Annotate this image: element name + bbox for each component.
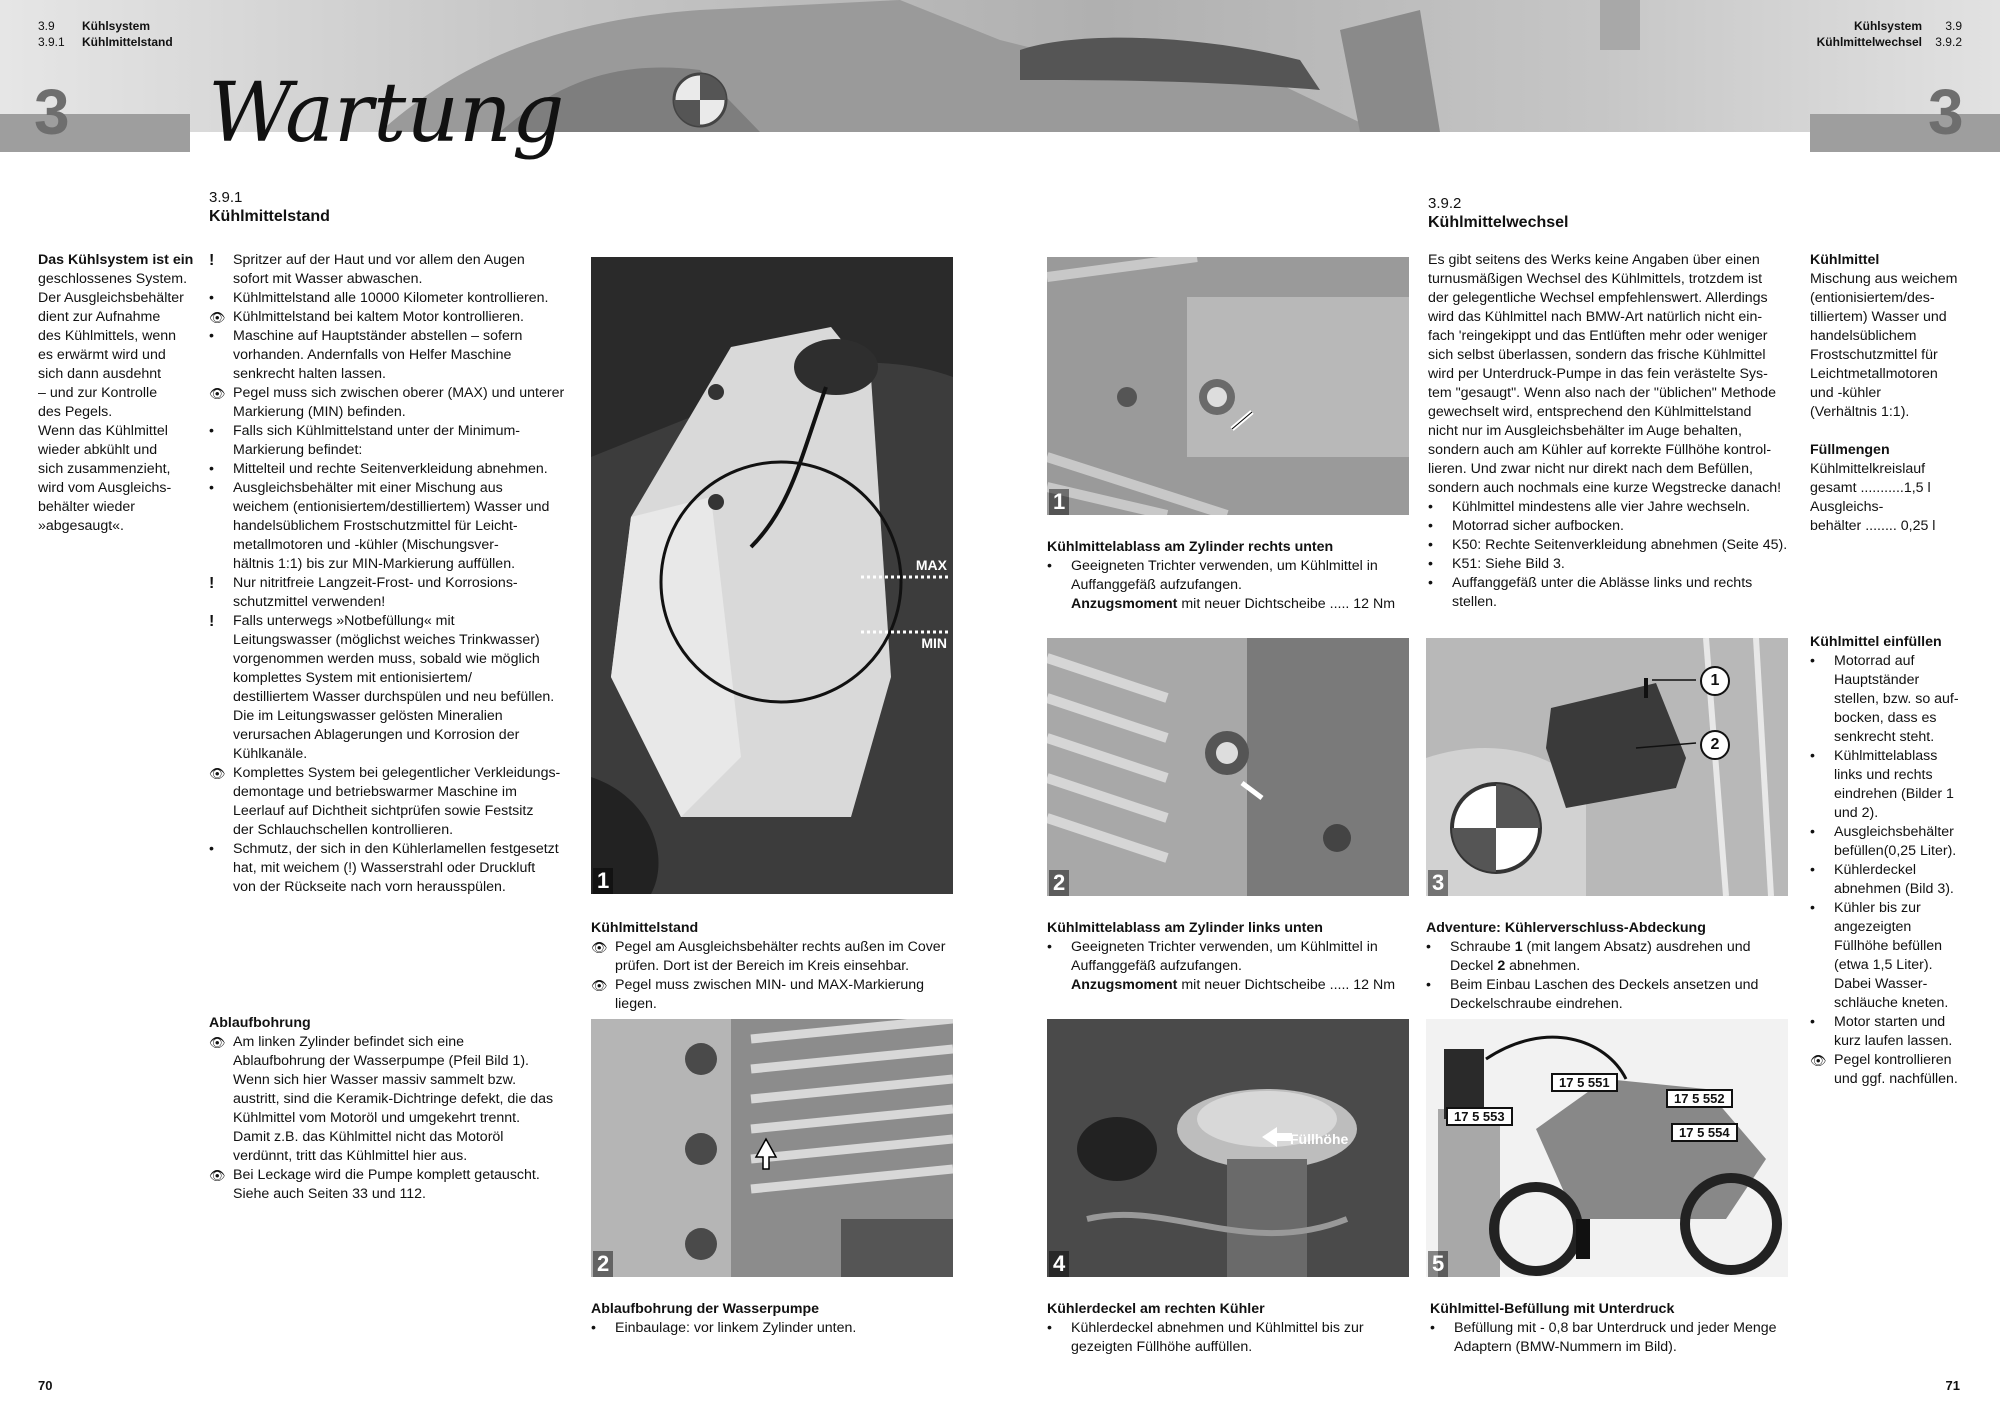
list-item [209,1033,579,1166]
torque-line [1071,595,1413,614]
bullet-icon: • [1428,499,1433,515]
coolant-title: Kühlmittel [1810,252,1880,268]
photo-drain-right-cylinder [1047,257,1409,515]
list-item [209,479,579,574]
fill-in-title: Kühlmittel einfüllen [1810,634,1942,650]
cylinder-drain-illustration [1047,638,1409,896]
list-item-line: Nur nitritfreie Langzeit-Frost- und Korrosions- [233,575,518,591]
page-number-left: 70 [38,1378,53,1393]
list-item-line: Mittelteil und rechte Seitenverkleidung abnehmen. [233,461,548,477]
list-item-line: komplettes System mit entionisiertem/ [233,670,472,686]
fill-quantities-title: Füllmengen [1810,442,1890,458]
list-item-line: demontage und betriebswarmer Maschine im [233,784,517,800]
list-item-line: Wenn sich hier Wasser massiv sammelt bzw. [233,1072,517,1088]
list-item-line: stellen, bzw. so auf- [1834,691,1959,707]
list-item-line: Auffanggefäß aufzufangen. [1071,958,1242,974]
bullet-icon: • [1810,1014,1815,1030]
bullet-icon: • [209,290,214,306]
bullet-icon: • [209,480,214,496]
text-line: sich selbst überlassen, sondern das frische Kühlmittel [1428,347,1766,363]
list-item-line: Kühlmittelablass [1834,748,1938,764]
eye-icon: 👁 [209,766,226,781]
list-item-line: Kühlmittelstand bei kaltem Motor kontrollieren. [233,309,524,325]
list-item [1426,938,1806,976]
bullet-icon: • [1426,977,1431,993]
radiator-cover-illustration [1426,638,1788,896]
eye-icon: 👁 [209,386,226,401]
list-item-line: Markierung (MIN) befinden. [233,404,406,420]
list-item-line: Einbaulage: vor linkem Zylinder unten. [615,1320,857,1336]
list-item-line: Füllhöhe befüllen [1834,938,1943,954]
list-item-line: Befüllung mit - 0,8 bar Unterdruck und jeder Menge [1454,1320,1777,1336]
photo-radiator-cover [1426,638,1788,896]
max-label: MAX [915,557,947,573]
list-item [1047,1319,1427,1357]
text-line: und -kühler [1810,385,1881,401]
caption-r3-list [1426,938,1806,976]
list-item-line: Maschine auf Hauptständer abstellen – sofern [233,328,523,344]
dots: ........... [1860,480,1904,496]
list-item-line: Motor starten und [1834,1014,1946,1030]
list-item-line: K51: Siehe Bild 3. [1452,556,1565,572]
list-item-line: Leerlauf auf Dichtheit sichtprüfen sowie Festsitz [233,803,534,819]
list-item-line: weichem (entionisiertem/destilliertem) Wasser und [233,499,550,515]
list-item-line: Kühler bis zur [1834,900,1921,916]
list-item [209,764,579,840]
section-number: 3.9.1 [209,189,243,206]
photo-water-pump-drain [591,1019,953,1277]
list-item [1047,938,1427,976]
eye-icon: 👁 [1810,1053,1827,1068]
list-item [209,1166,579,1204]
header-left-txt-1: Kühlsystem [82,19,151,33]
list-item [1428,555,1798,574]
list-item-line: senkrecht steht. [1834,729,1935,745]
torque-dots: ..... [1329,596,1350,612]
section-392-list [1428,498,1798,612]
header-right-num-1: 3.9 [1945,19,1962,33]
sidebar-line: behälter wieder [38,499,136,515]
fill-level-label: Füllhöhe [1290,1131,1349,1147]
torque-value: 12 Nm [1353,596,1396,612]
sidebar-line: Wenn das Kühlmittel [38,423,168,439]
section-391-list [209,251,579,897]
list-item-line: Pegel muss zwischen MIN- und MAX-Markierung [615,977,925,993]
caption-title: Kühlmittelablass am Zylinder rechts unten [1047,539,1334,555]
list-item [591,976,971,1014]
bullet-icon: • [1430,1320,1435,1336]
list-item [209,327,579,384]
page-number-right: 71 [1945,1378,1960,1393]
photo-number: 5 [1428,1251,1448,1277]
list-item-line: Dabei Wasser- [1834,976,1928,992]
caption-title: Adventure: Kühlerverschluss-Abdeckung [1426,920,1706,936]
list-item [209,384,579,422]
text-line: Mischung aus weichem [1810,271,1958,287]
text-line: Leichtmetallmotoren [1810,366,1938,382]
list-item-line: hältnis 1:1) bis zur MIN-Markierung auffüllen. [233,556,516,572]
caption-list [591,938,971,1014]
list-item-line: schutzmittel verwenden! [233,594,386,610]
text-line: fach 'reingekippt und das Entlüften mehr oder weniger [1428,328,1768,344]
list-item-line: Ausgleichsbehälter mit einer Mischung aus [233,480,503,496]
bullet-icon: • [1426,939,1431,955]
list-item [1810,1051,1985,1089]
list-item-line: K50: Rechte Seitenverkleidung abnehmen (Seite 45). [1452,537,1788,553]
section-title: Kühlmittelstand [209,208,330,225]
list-item [1428,574,1798,612]
value: 1,5 l [1903,480,1931,496]
list-item [1810,899,1985,1013]
torque-label: Anzugsmoment [1071,596,1178,612]
vacuum-filling-illustration [1426,1019,1788,1277]
caption-title: Kühlmittelablass am Zylinder links unten [1047,920,1323,936]
list-item-line: bocken, dass es [1834,710,1937,726]
list-item [209,612,579,764]
text-line: nicht nur im Ausgleichsbehälter im Auge behalten, [1428,423,1742,439]
text-line: (Verhältnis 1:1). [1810,404,1910,420]
text-line: gewechselt wird, entsprechend den Kühlmittelstand [1428,404,1752,420]
bullet-icon: • [1047,1320,1052,1336]
bullet-icon: • [1428,556,1433,572]
list-item-line: eindrehen (Bilder 1 [1834,786,1954,802]
running-header-left [38,18,173,50]
list-item-line: Kühlkanäle. [233,746,308,762]
list-item-line: von der Rückseite nach vorn herausspülen. [233,879,506,895]
sidebar-line: es erwärmt wird und [38,347,166,363]
list-item [1428,498,1798,517]
list-item-line: Motorrad sicher aufbocken. [1452,518,1624,534]
text-line: (entionisiertem/des- [1810,290,1935,306]
list-item-line: vorgenommen werden muss, sobald wie möglich [233,651,540,667]
list-item-line: Auffanggefäß aufzufangen. [1071,577,1242,593]
fill-line-tank [1810,517,1980,536]
torque-label: Anzugsmoment [1071,977,1178,993]
torque-value: 12 Nm [1353,977,1396,993]
bullet-icon: • [1810,824,1815,840]
caption-list [1430,1319,1810,1357]
list-item-line: senkrecht halten lassen. [233,366,387,382]
list-item [209,308,579,327]
list-item-line: Pegel am Ausgleichsbehälter rechts außen im Cover [615,939,946,955]
list-item-line: der Schlauchschellen kontrollieren. [233,822,454,838]
list-item-line: vorhanden. Andernfalls von Helfer Maschine [233,347,512,363]
list-item [209,840,579,897]
sidebar-line: Der Ausgleichsbehälter [38,290,184,306]
list-item [209,574,579,612]
header-right-txt-1: Kühlsystem [1853,19,1922,33]
coolant-lines [1810,270,1980,422]
header-right-txt-2: Kühlmittelwechsel [1816,35,1922,49]
header-left-num-1: 3.9 [38,19,55,33]
chapter-bar-right [1810,114,2000,152]
list-item [1426,976,1806,1014]
chapter-title: Wartung [208,66,565,161]
list-item-line: Bei Leckage wird die Pumpe komplett getauscht. [233,1167,540,1183]
bullet-icon: • [209,841,214,857]
sidebar-line: – und zur Kontrolle [38,385,158,401]
list-item-line: Geeigneten Trichter verwenden, um Kühlmittel in [1071,558,1378,574]
list-item [1428,517,1798,536]
text-line: tem "gesaugt". Wenn also nach der "üblichen" Methode [1428,385,1776,401]
expansion-tank-illustration [591,257,953,894]
caption-list [591,1319,971,1338]
list-item [591,938,971,976]
section-number: 3.9.2 [1428,195,1462,212]
dots: ........ [1865,518,1897,534]
list-item-line: Geeigneten Trichter verwenden, um Kühlmittel in [1071,939,1378,955]
list-item-line: Ausgleichsbehälter [1834,824,1954,840]
list-item-line: kurz laufen lassen. [1834,1033,1953,1049]
text-line: sondern auch nochmals eine kurze Wegstrecke danach! [1428,480,1782,496]
sidebar-intro [38,251,198,536]
sidebar-line: sich dann ausdehnt [38,366,162,382]
sidebar-line: »abgesaugt«. [38,518,124,534]
list-item-line: prüfen. Dort ist der Bereich im Kreis einsehbar. [615,958,910,974]
torque-line [1071,976,1413,995]
list-item [591,1319,971,1338]
list-item-line: Ablaufbohrung der Wasserpumpe (Pfeil Bild 1). [233,1053,529,1069]
bullet-icon: • [1428,575,1433,591]
list-item [1810,747,1985,823]
callout-2: 2 [1700,730,1730,760]
photo-number: 1 [593,868,613,894]
list-item-line: (etwa 1,5 Liter). [1834,957,1933,973]
text-line: Es gibt seitens des Werks keine Angaben über einen [1428,252,1760,268]
list-item-line: Auffanggefäß unter die Ablässe links und rechts [1452,575,1753,591]
sidebar-line: des Kühlmittels, wenn [38,328,177,344]
photo-radiator-cap [1047,1019,1409,1277]
list-item-line: Kühlmittel vom Motoröl und umgekehrt trennt. [233,1110,521,1126]
text-line: handelsüblichem [1810,328,1917,344]
bullet-icon: • [1428,518,1433,534]
list-item-line: gezeigten Füllhöhe auffüllen. [1071,1339,1253,1355]
fill-line-total [1810,479,1980,498]
list-item-line: Kühlerdeckel abnehmen und Kühlmittel bis zur [1071,1320,1364,1336]
sidebar-line: Das Kühlsystem ist ein [38,252,194,268]
section-392-paragraph [1428,251,1798,498]
list-item [209,251,579,289]
eye-icon: 👁 [591,978,608,993]
header-left-num-2: 3.9.1 [38,35,65,49]
text: (mit langem Absatz) ausdrehen und [1522,939,1751,955]
part-number-label: 17 5 551 [1551,1073,1618,1092]
eye-icon: 👁 [591,940,608,955]
text-line: der gelegentliche Wechsel empfehlenswert. Allerdings [1428,290,1768,306]
sidebar-line: des Pegels. [38,404,113,420]
bullet-icon: • [1810,748,1815,764]
text: Deckel [1450,958,1498,974]
torque-dots: ..... [1329,977,1350,993]
list-item-line: Siehe auch Seiten 33 und 112. [233,1186,426,1202]
list-item-line: und 2). [1834,805,1879,821]
header-right-num-2: 3.9.2 [1935,35,1962,49]
eye-icon: 👁 [209,310,226,325]
list-item-line: Falls sich Kühlmittelstand unter der Minimum- [233,423,520,439]
list-item [1810,652,1985,747]
chapter-number-right: 3 [1928,76,1964,148]
bullet-icon: • [209,461,214,477]
list-item [209,422,579,460]
list-item-line: Markierung befindet: [233,442,363,458]
photo-number: 4 [1049,1251,1069,1277]
bold-ref: 2 [1497,958,1506,974]
list-item-line: Kühlmittelstand alle 10000 Kilometer kontrollieren. [233,290,549,306]
bullet-icon: • [1047,939,1052,955]
bullet-icon: • [1810,862,1815,878]
sidebar-line: dient zur Aufnahme [38,309,161,325]
list-item-line: Deckelschraube eindrehen. [1450,996,1623,1012]
header-left-txt-2: Kühlmittelstand [82,35,173,49]
list-item-line: Motorrad auf [1834,653,1915,669]
caption-title: Kühlmittelstand [591,920,699,936]
torque-text: mit neuer Dichtscheibe [1181,977,1326,993]
text-line: lieren. Und zwar nicht nur direkt nach dem Befüllen, [1428,461,1753,477]
running-header-right [1817,18,1962,50]
bold-ref: 1 [1514,939,1523,955]
cylinder-drain-illustration [1047,257,1409,515]
radiator-cap-illustration [1047,1019,1409,1277]
label: gesamt [1810,480,1857,496]
bullet-icon: • [1810,900,1815,916]
sidebar-line: geschlossenes System. [38,271,188,287]
label: behälter [1810,518,1862,534]
sidebar-line: sich zusammenzieht, [38,461,171,477]
list-item-line: Hauptständer [1834,672,1920,688]
list-item-line: Pegel muss sich zwischen oberer (MAX) und unterer [233,385,565,401]
part-number-label: 17 5 553 [1446,1107,1513,1126]
bullet-icon: • [1047,558,1052,574]
photo-expansion-tank [591,257,953,894]
list-item-line: Adaptern (BMW-Nummern im Bild). [1454,1339,1677,1355]
list-item-line: verursachen Ablagerungen und Korrosion der [233,727,520,743]
bullet-icon: • [209,423,214,439]
value: 0,25 l [1900,518,1936,534]
sidebar-line: wird vom Ausgleichs- [38,480,172,496]
list-item [1810,861,1985,899]
list-item-line: Am linken Zylinder befindet sich eine [233,1034,465,1050]
caption-title: Ablaufbohrung der Wasserpumpe [591,1301,820,1317]
caption-list [1047,1319,1427,1357]
part-number-label: 17 5 554 [1671,1123,1738,1142]
chapter-bar-left [0,114,190,152]
list-item-line: metallmotoren und -kühler (Mischungsver- [233,537,499,553]
list-item-line: abnehmen (Bild 3). [1834,881,1954,897]
list-item-line: Spritzer auf der Haut und vor allem den Augen [233,252,525,268]
caption-title: Kühlerdeckel am rechten Kühler [1047,1301,1265,1317]
text-line: tilliertem) Wasser und [1810,309,1947,325]
photo-drain-left-cylinder [1047,638,1409,896]
section-391-heading [209,188,330,227]
list-item [1430,1319,1810,1357]
sidebar-line: wieder abkühlt und [38,442,158,458]
caption-list [1047,938,1427,976]
list-item-line: handelsüblichem Frostschutzmittel für Leicht- [233,518,518,534]
list-item-line: Kühlmittel mindestens alle vier Jahre wechseln. [1452,499,1751,515]
list-item-line: Falls unterwegs »Notbefüllung« mit [233,613,455,629]
list-item-line: links und rechts [1834,767,1933,783]
list-item-line: befüllen(0,25 Liter). [1834,843,1957,859]
torque-text: mit neuer Dichtscheibe [1181,596,1326,612]
section-title: Kühlmittelwechsel [1428,214,1569,231]
list-item-line: destilliertem Wasser durchspülen und neu befüllen. [233,689,555,705]
list-item [1810,1013,1985,1051]
caption-list [1426,976,1806,1014]
list-item [209,460,579,479]
eye-icon: 👁 [209,1168,226,1183]
text: abnehmen. [1505,958,1581,974]
list-item-line: Die im Leitungswasser gelösten Mineralien [233,708,503,724]
photo-number: 2 [593,1251,613,1277]
warning-icon: ! [209,613,215,630]
bullet-icon: • [591,1320,596,1336]
list-item [1047,557,1427,595]
list-item-line: Leitungswasser (möglichst weiches Trinkwasser) [233,632,540,648]
photo-number: 3 [1428,870,1448,896]
list-item-line: angezeigten [1834,919,1912,935]
chapter-number-left: 3 [34,76,70,148]
ablauf-list [209,1033,579,1204]
caption-list [1047,557,1427,595]
list-item-line: sofort mit Wasser abwaschen. [233,271,423,287]
list-item-line: stellen. [1452,594,1497,610]
list-item [209,289,579,308]
bullet-icon: • [209,328,214,344]
part-number-label: 17 5 552 [1666,1089,1733,1108]
list-item [1810,823,1985,861]
warning-icon: ! [209,575,215,592]
callout-1: 1 [1700,666,1730,696]
list-item-line: austritt, sind die Keramik-Dichtringe defekt, die das [233,1091,554,1107]
sidebar-right [1810,251,1980,536]
list-item [1428,536,1798,555]
text-line: turnusmäßigen Wechsel des Kühlmittels, trotzdem ist [1428,271,1763,287]
list-item-line: hat, mit weichem (!) Wasserstrahl oder Druckluft [233,860,536,876]
photo-number: 1 [1049,489,1069,515]
list-item-line: Schmutz, der sich in den Kühlerlamellen festgesetzt [233,841,559,857]
list-item-line: Pegel kontrollieren [1834,1052,1952,1068]
text-line: wird das Kühlmittel nach BMW-Art natürlich nicht ein- [1428,309,1763,325]
photo-number: 2 [1049,870,1069,896]
list-item-line: schläuche kneten. [1834,995,1949,1011]
text: Schraube [1450,939,1515,955]
eye-icon: 👁 [209,1035,226,1050]
list-item-line: Damit z.B. das Kühlmittel nicht das Motoröl [233,1129,504,1145]
fill-line: Kühlmittelkreislauf [1810,461,1926,477]
list-item-line: Kühlerdeckel [1834,862,1917,878]
list-item-line: Komplettes System bei gelegentlicher Verkleidungs- [233,765,561,781]
list-item-line: und ggf. nachfüllen. [1834,1071,1958,1087]
warning-icon: ! [209,252,215,269]
section-392-heading [1428,194,1568,233]
text-line: wird per Unterdruck-Pumpe in das fein verästelte Sys- [1428,366,1768,382]
text-line: Frostschutzmittel für [1810,347,1938,363]
bullet-icon: • [1810,653,1815,669]
text-line: sondern auch am Kühler auf korrekte Füllhöhe kontrol- [1428,442,1772,458]
photo-vacuum-filling [1426,1019,1788,1277]
fill-in-list [1810,652,1985,1089]
ablauf-title: Ablaufbohrung [209,1015,311,1031]
caption-title: Kühlmittel-Befüllung mit Unterdruck [1430,1301,1675,1317]
list-item-line: Beim Einbau Laschen des Deckels ansetzen und [1450,977,1759,993]
water-pump-illustration [591,1019,953,1277]
list-item-line: liegen. [615,996,657,1012]
bullet-icon: • [1428,537,1433,553]
fill-line: Ausgleichs- [1810,499,1884,515]
min-label: MIN [921,635,947,651]
list-item-line: verdünnt, tritt das Kühlmittel hier aus. [233,1148,468,1164]
